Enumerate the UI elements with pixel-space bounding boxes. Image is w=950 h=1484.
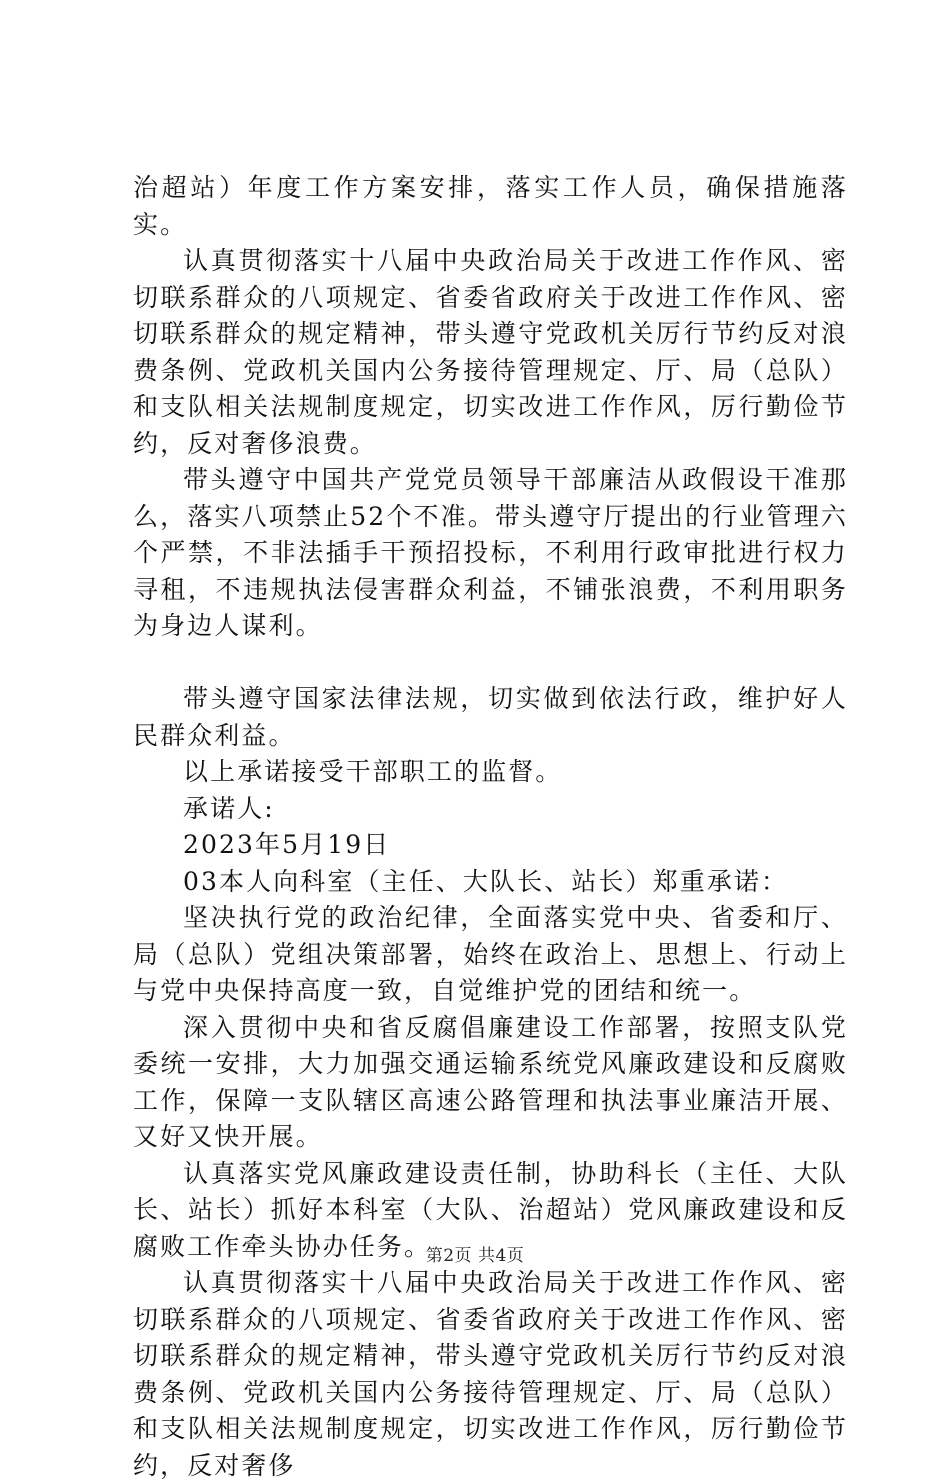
paragraph-responsibility: 认真落实党风廉政建设责任制，协助科长（主任、大队长、站长）抓好本科室（大队、治超站）党风廉政建设和反腐败工作牵头协办任务。 — [133, 1158, 848, 1261]
paragraph-gap — [133, 645, 848, 682]
paragraph-anti-corruption: 深入贯彻中央和省反腐倡廉建设工作部署，按照支队党委统一安排，大力加强交通运输系统党风廉政建设和反腐败工作，保障一支队辖区高速公路管理和执法事业廉洁开展、又好又快开展。 — [133, 1012, 848, 1151]
document-body — [133, 170, 848, 1484]
paragraph-supervision: 以上承诺接受干部职工的监督。 — [183, 757, 563, 786]
paragraph-eight-rules-repeat: 认真贯彻落实十八届中央政治局关于改进工作作风、密切联系群众的八项规定、省委省政府关于改进工作作风、密切联系群众的规定精神，带头遵守党政机关厉行节约反对浪费条例、党政机关国内公务接待管理规定、厅、局（总队）和支队相关法规制度规定，切实改进工作作风，厉行勤俭节约，反对奢侈 — [133, 1268, 848, 1480]
signatory-label: 承诺人: — [183, 793, 275, 823]
paragraph-continuation: 治超站）年度工作方案安排，落实工作人员，确保措施落实。 — [133, 173, 848, 239]
paragraph-law-compliance: 带头遵守国家法律法规，切实做到依法行政，维护好人民群众利益。 — [133, 684, 848, 750]
section-heading-03: 03本人向科室（主任、大队长、站长）郑重承诺： — [183, 866, 789, 896]
paragraph-political-discipline: 坚决执行党的政治纪律，全面落实党中央、省委和厅、局（总队）党组决策部署，始终在政治上、思想上、行动上与党中央保持高度一致，自觉维护党的团结和统一。 — [133, 903, 848, 1005]
paragraph-eight-rules: 认真贯彻落实十八届中央政治局关于改进工作作风、密切联系群众的八项规定、省委省政府关于改进工作作风、密切联系群众的规定精神，带头遵守党政机关厉行节约反对浪费条例、党政机关国内公务接待管理规定、厅、局（总队）和支队相关法规制度规定，切实改进工作作风，厉行勤俭节约，反对奢侈浪费。 — [133, 246, 848, 458]
page-number-footer: 第2页 共4页 — [425, 1246, 525, 1266]
paragraph-integrity-rules: 带头遵守中国共产党党员领导干部廉洁从政假设干准那么，落实八项禁止52个不准。带头遵守厅提出的行业管理六个严禁，不非法插手干预招投标，不利用行政审批进行权力寻租，不违规执法侵害群众利益，不铺张浪费，不利用职务为身边人谋利。 — [133, 465, 848, 640]
signature-date: 2023年5月19日 — [183, 830, 391, 859]
